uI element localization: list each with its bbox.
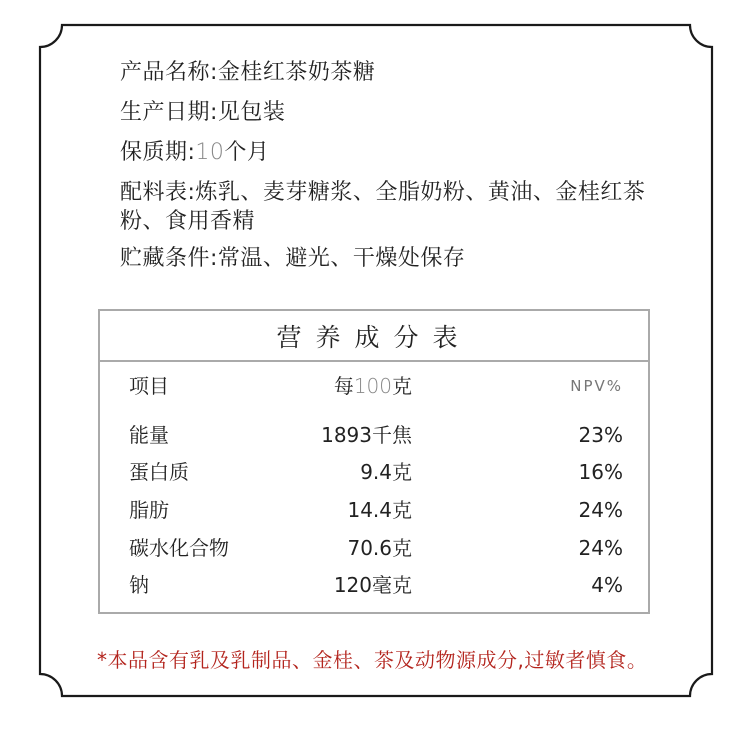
shelf-life-unit: 个月 <box>224 140 270 165</box>
nutrient-name: 蛋白质 <box>129 460 189 484</box>
nutrition-table-title: 营养成分表 <box>100 311 648 362</box>
nutrient-npv: 16% <box>578 460 623 484</box>
nutrient-amount: 1893千焦 <box>321 423 412 447</box>
nutrient-npv: 24% <box>578 498 623 522</box>
nutrient-amount: 70.6克 <box>347 536 412 560</box>
shelf-life-number: 10 <box>195 140 225 165</box>
ingredients-line: 配料表:炼乳、麦芽糖浆、全脂奶粉、黄油、金桂红茶粉、食用香精 <box>120 180 646 234</box>
header-per-number: 100 <box>353 374 392 398</box>
header-item: 项目 <box>129 374 169 398</box>
header-per-100g <box>334 371 412 401</box>
nutrient-amount: 14.4克 <box>347 498 412 522</box>
nutrition-header-row <box>100 371 648 401</box>
header-npv: NPV% <box>570 377 623 395</box>
shelf-life-line <box>120 138 269 167</box>
product-name-line: 产品名称:金桂红茶奶茶糖 <box>120 60 376 85</box>
nutrient-name: 碳水化合物 <box>129 536 229 560</box>
nutrient-name: 脂肪 <box>129 498 169 522</box>
nutrient-name: 钠 <box>129 573 149 597</box>
nutrient-amount: 120毫克 <box>333 573 412 597</box>
nutrient-npv: 23% <box>578 423 623 447</box>
shelf-life-label: 保质期: <box>120 140 196 165</box>
nutrition-table <box>98 309 650 614</box>
nutrition-row <box>100 570 648 600</box>
nutrition-row <box>100 495 648 525</box>
nutrient-npv: 4% <box>591 573 623 597</box>
nutrient-npv: 24% <box>578 536 623 560</box>
header-per-unit: 克 <box>392 374 412 398</box>
nutrition-row <box>100 420 648 450</box>
storage-line: 贮藏条件:常温、避光、干燥处保存 <box>120 246 466 271</box>
nutrient-name: 能量 <box>129 423 169 447</box>
production-date-line: 生产日期:见包装 <box>120 100 286 125</box>
nutrition-row <box>100 457 648 487</box>
allergen-warning: *本品含有乳及乳制品、金桂、茶及动物源成分,过敏者慎食。 <box>97 648 648 672</box>
nutrition-row <box>100 533 648 563</box>
nutrient-amount: 9.4克 <box>360 460 412 484</box>
header-per-prefix: 每 <box>333 374 354 398</box>
